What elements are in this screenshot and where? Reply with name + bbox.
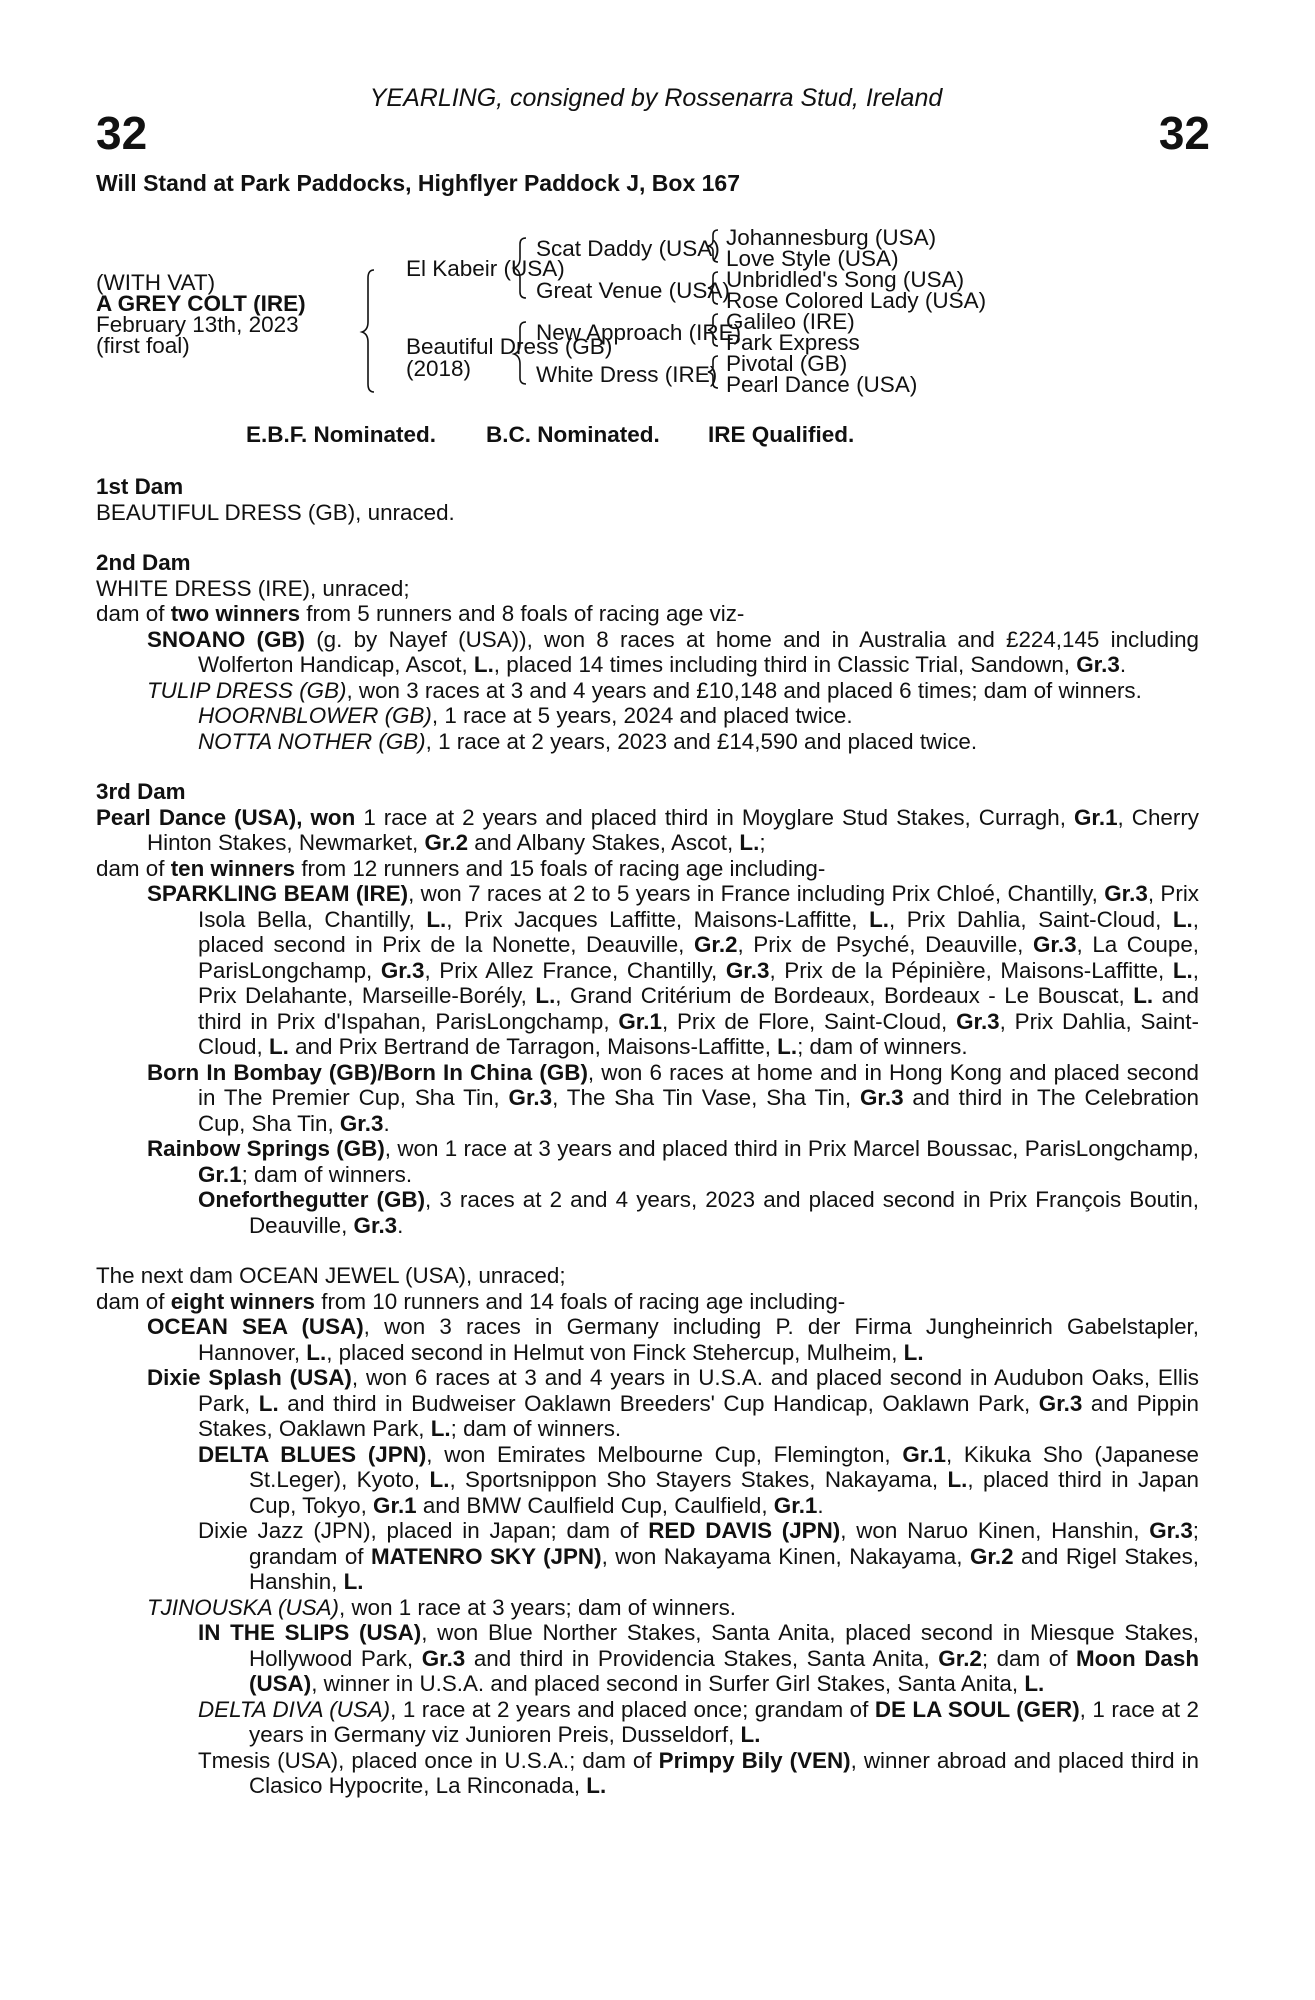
produce-entry-tjinouska: TJINOUSKA (USA), won 1 race at 3 years; dam of winners. (147, 1594, 736, 1620)
consignor-line: YEARLING, consigned by Rossenarra Stud, Ireland (369, 84, 943, 112)
produce-entry-rainbow-springs: Rainbow Springs (GB), won 1 race at 3 years and placed third in Prix Marcel Boussac, ParisLongchamp, Gr.1; dam of winners. (147, 1136, 1199, 1187)
dam-line-text (96, 474, 1199, 1799)
produce-entry-oneforthegutter: Oneforthegutter (GB), 3 races at 2 and 4 years, 2023 and placed second in Prix François Boutin, Deauville, Gr.3. (198, 1187, 1199, 1238)
third-dam-produce-line: dam of ten winners from 12 runners and 15 foals of racing age including- (96, 855, 826, 881)
second-dam-heading: 2nd Dam (96, 550, 191, 575)
produce-entry-in-the-slips: IN THE SLIPS (USA), won Blue Norther Stakes, Santa Anita, placed second in Miesque Stakes, Hollywood Park, Gr.3 and third in Providencia Stakes, Santa Anita, Gr.2; dam of Moon Dash (USA), winner in U.S.A. and placed second in Surfer Girl Stakes, Santa Anita, L. (198, 1620, 1200, 1696)
first-dam-heading: 1st Dam (96, 474, 184, 499)
gg-2: Love Style (USA) (726, 246, 899, 271)
foal-note: (first foal) (96, 333, 190, 358)
produce-entry-ocean-sea: OCEAN SEA (USA), won 3 races in Germany including P. der Firma Jungheinrich Gabelstapler, Hannover, L., placed second in Helmut von Finck Stehercup, Mulheim, L. (147, 1314, 1199, 1365)
second-dam-line: WHITE DRESS (IRE), unraced; (96, 575, 410, 601)
gg-5: Galileo (IRE) (726, 309, 855, 334)
produce-entry-dixie-splash: Dixie Splash (USA), won 6 races at 3 and 4 years in U.S.A. and placed second in Audubon Oaks, Ellis Park, L. and third in Budweiser Oaklawn Breeders' Cup Handicap, Oaklawn Park, Gr.3 and Pippin Stakes, Oaklawn Park, L.; dam of winners. (147, 1365, 1199, 1441)
pedigree-table (96, 194, 1216, 494)
foaled-date: February 13th, 2023 (96, 312, 299, 337)
sire: El Kabeir (USA) (406, 256, 565, 281)
dam-dam: White Dress (IRE) (536, 362, 718, 387)
ebf-nominated: E.B.F. Nominated. (246, 422, 437, 447)
lot-number-left: 32 (96, 107, 148, 159)
dam-year: (2018) (406, 356, 472, 381)
sire-sire: Scat Daddy (USA) (536, 236, 720, 261)
second-dam-produce-line: dam of two winners from 5 runners and 8 foals of racing age viz- (96, 601, 745, 626)
dam-sire: New Approach (IRE) (536, 320, 742, 345)
vat-note: (WITH VAT) (96, 270, 216, 295)
gg-6: Park Express (726, 330, 860, 355)
produce-entry-tmesis: Tmesis (USA), placed once in U.S.A.; dam of Primpy Bily (VEN), winner abroad and placed third in Clasico Hypocrite, La Rinconada, L. (198, 1747, 1199, 1798)
produce-entry-delta-blues: DELTA BLUES (JPN), won Emirates Melbourne Cup, Flemington, Gr.1, Kikuka Sho (Japanese St.Leger), Kyoto, L., Sportsnippon Sho Stayers Stakes, Nakayama, L., placed third in Japan Cup, Tokyo, Gr.1 and BMW Caulfield Cup, Caulfield, Gr.1. (198, 1441, 1199, 1518)
produce-entry-sparkling-beam: SPARKLING BEAM (IRE), won 7 races at 2 to 5 years in France including Prix Chloé, Chantilly, Gr.3, Prix Isola Bella, Chantilly, L., Prix Jacques Laffitte, Maisons-Laffitte, L., Prix Dahlia, Saint-Cloud, L., placed second in Prix de la Nonette, Deauville, Gr.2, Prix de Psyché, Deauville, Gr.3, La Coupe, ParisLongchamp, Gr.3, Prix Allez France, Chantilly, Gr.3, Prix de la Pépinière, Maisons-Laffitte, L., Prix Delahante, Marseille-Borély, L., Grand Critérium de Bordeaux, Bordeaux - Le Bouscat, L. and third in Prix d'Ispahan, ParisLongchamp, Gr.1, Prix de Flore, Saint-Cloud, Gr.3, Prix Dahlia, Saint-Cloud, L. and Prix Bertrand de Tarragon, Maisons-Laffitte, L.; dam of winners. (147, 881, 1199, 1059)
lot-number-right: 32 (1158, 107, 1210, 159)
produce-entry-hoornblower: HOORNBLOWER (GB), 1 race at 5 years, 2024 and placed twice. (198, 703, 853, 728)
gg-3: Unbridled's Song (USA) (726, 267, 965, 292)
stand-location: Will Stand at Park Paddocks, Highflyer Paddock J, Box 167 (96, 170, 740, 196)
gg-1: Johannesburg (USA) (726, 225, 937, 250)
produce-entry-delta-diva: DELTA DIVA (USA), 1 race at 2 years and placed once; grandam of DE LA SOUL (GER), 1 race at 2 years in Germany viz Junioren Preis, Dusseldorf, L. (198, 1696, 1199, 1747)
dam: Beautiful Dress (GB) (406, 334, 613, 359)
gg-7: Pivotal (GB) (726, 351, 848, 376)
produce-entry-notta-nother: NOTTA NOTHER (GB), 1 race at 2 years, 2023 and £14,590 and placed twice. (198, 728, 978, 754)
gg-8: Pearl Dance (USA) (726, 372, 918, 397)
first-dam-text: BEAUTIFUL DRESS (GB), unraced. (96, 499, 455, 525)
ire-qualified: IRE Qualified. (708, 422, 855, 447)
third-dam-pearl-dance: Pearl Dance (USA), won 1 race at 2 years and placed third in Moyglare Stud Stakes, Curragh, Gr.1, Cherry Hinton Stakes, Newmarket, Gr.2 and Albany Stakes, Ascot, L.; (96, 804, 1199, 855)
produce-entry-tulip-dress: TULIP DRESS (GB), won 3 races at 3 and 4 years and £10,148 and placed 6 times; dam of winners. (147, 677, 1142, 703)
subject-name: A GREY COLT (IRE) (96, 291, 306, 316)
next-dam-produce-line: dam of eight winners from 10 runners and 14 foals of racing age including- (96, 1288, 846, 1314)
third-dam-heading: 3rd Dam (96, 779, 186, 804)
produce-entry-dixie-jazz: Dixie Jazz (JPN), placed in Japan; dam of RED DAVIS (JPN), won Naruo Kinen, Hanshin, Gr.3; grandam of MATENRO SKY (JPN), won Nakayama Kinen, Nakayama, Gr.2 and Rigel Stakes, Hanshin, L. (198, 1518, 1200, 1594)
sire-dam: Great Venue (USA) (536, 278, 730, 303)
next-dam-line: The next dam OCEAN JEWEL (USA), unraced; (96, 1263, 566, 1288)
gg-4: Rose Colored Lady (USA) (726, 288, 987, 313)
produce-entry-born-in-bombay: Born In Bombay (GB)/Born In China (GB), won 6 races at home and in Hong Kong and placed second in The Premier Cup, Sha Tin, Gr.3, The Sha Tin Vase, Sha Tin, Gr.3 and third in The Celebration Cup, Sha Tin, Gr.3. (147, 1059, 1199, 1136)
bc-nominated: B.C. Nominated. (486, 422, 660, 447)
produce-entry-snoano: SNOANO (GB) (g. by Nayef (USA)), won 8 races at home and in Australia and £224,145 including Wolferton Handicap, Ascot, L., placed 14 times including third in Classic Trial, Sandown, Gr.3. (147, 626, 1199, 677)
